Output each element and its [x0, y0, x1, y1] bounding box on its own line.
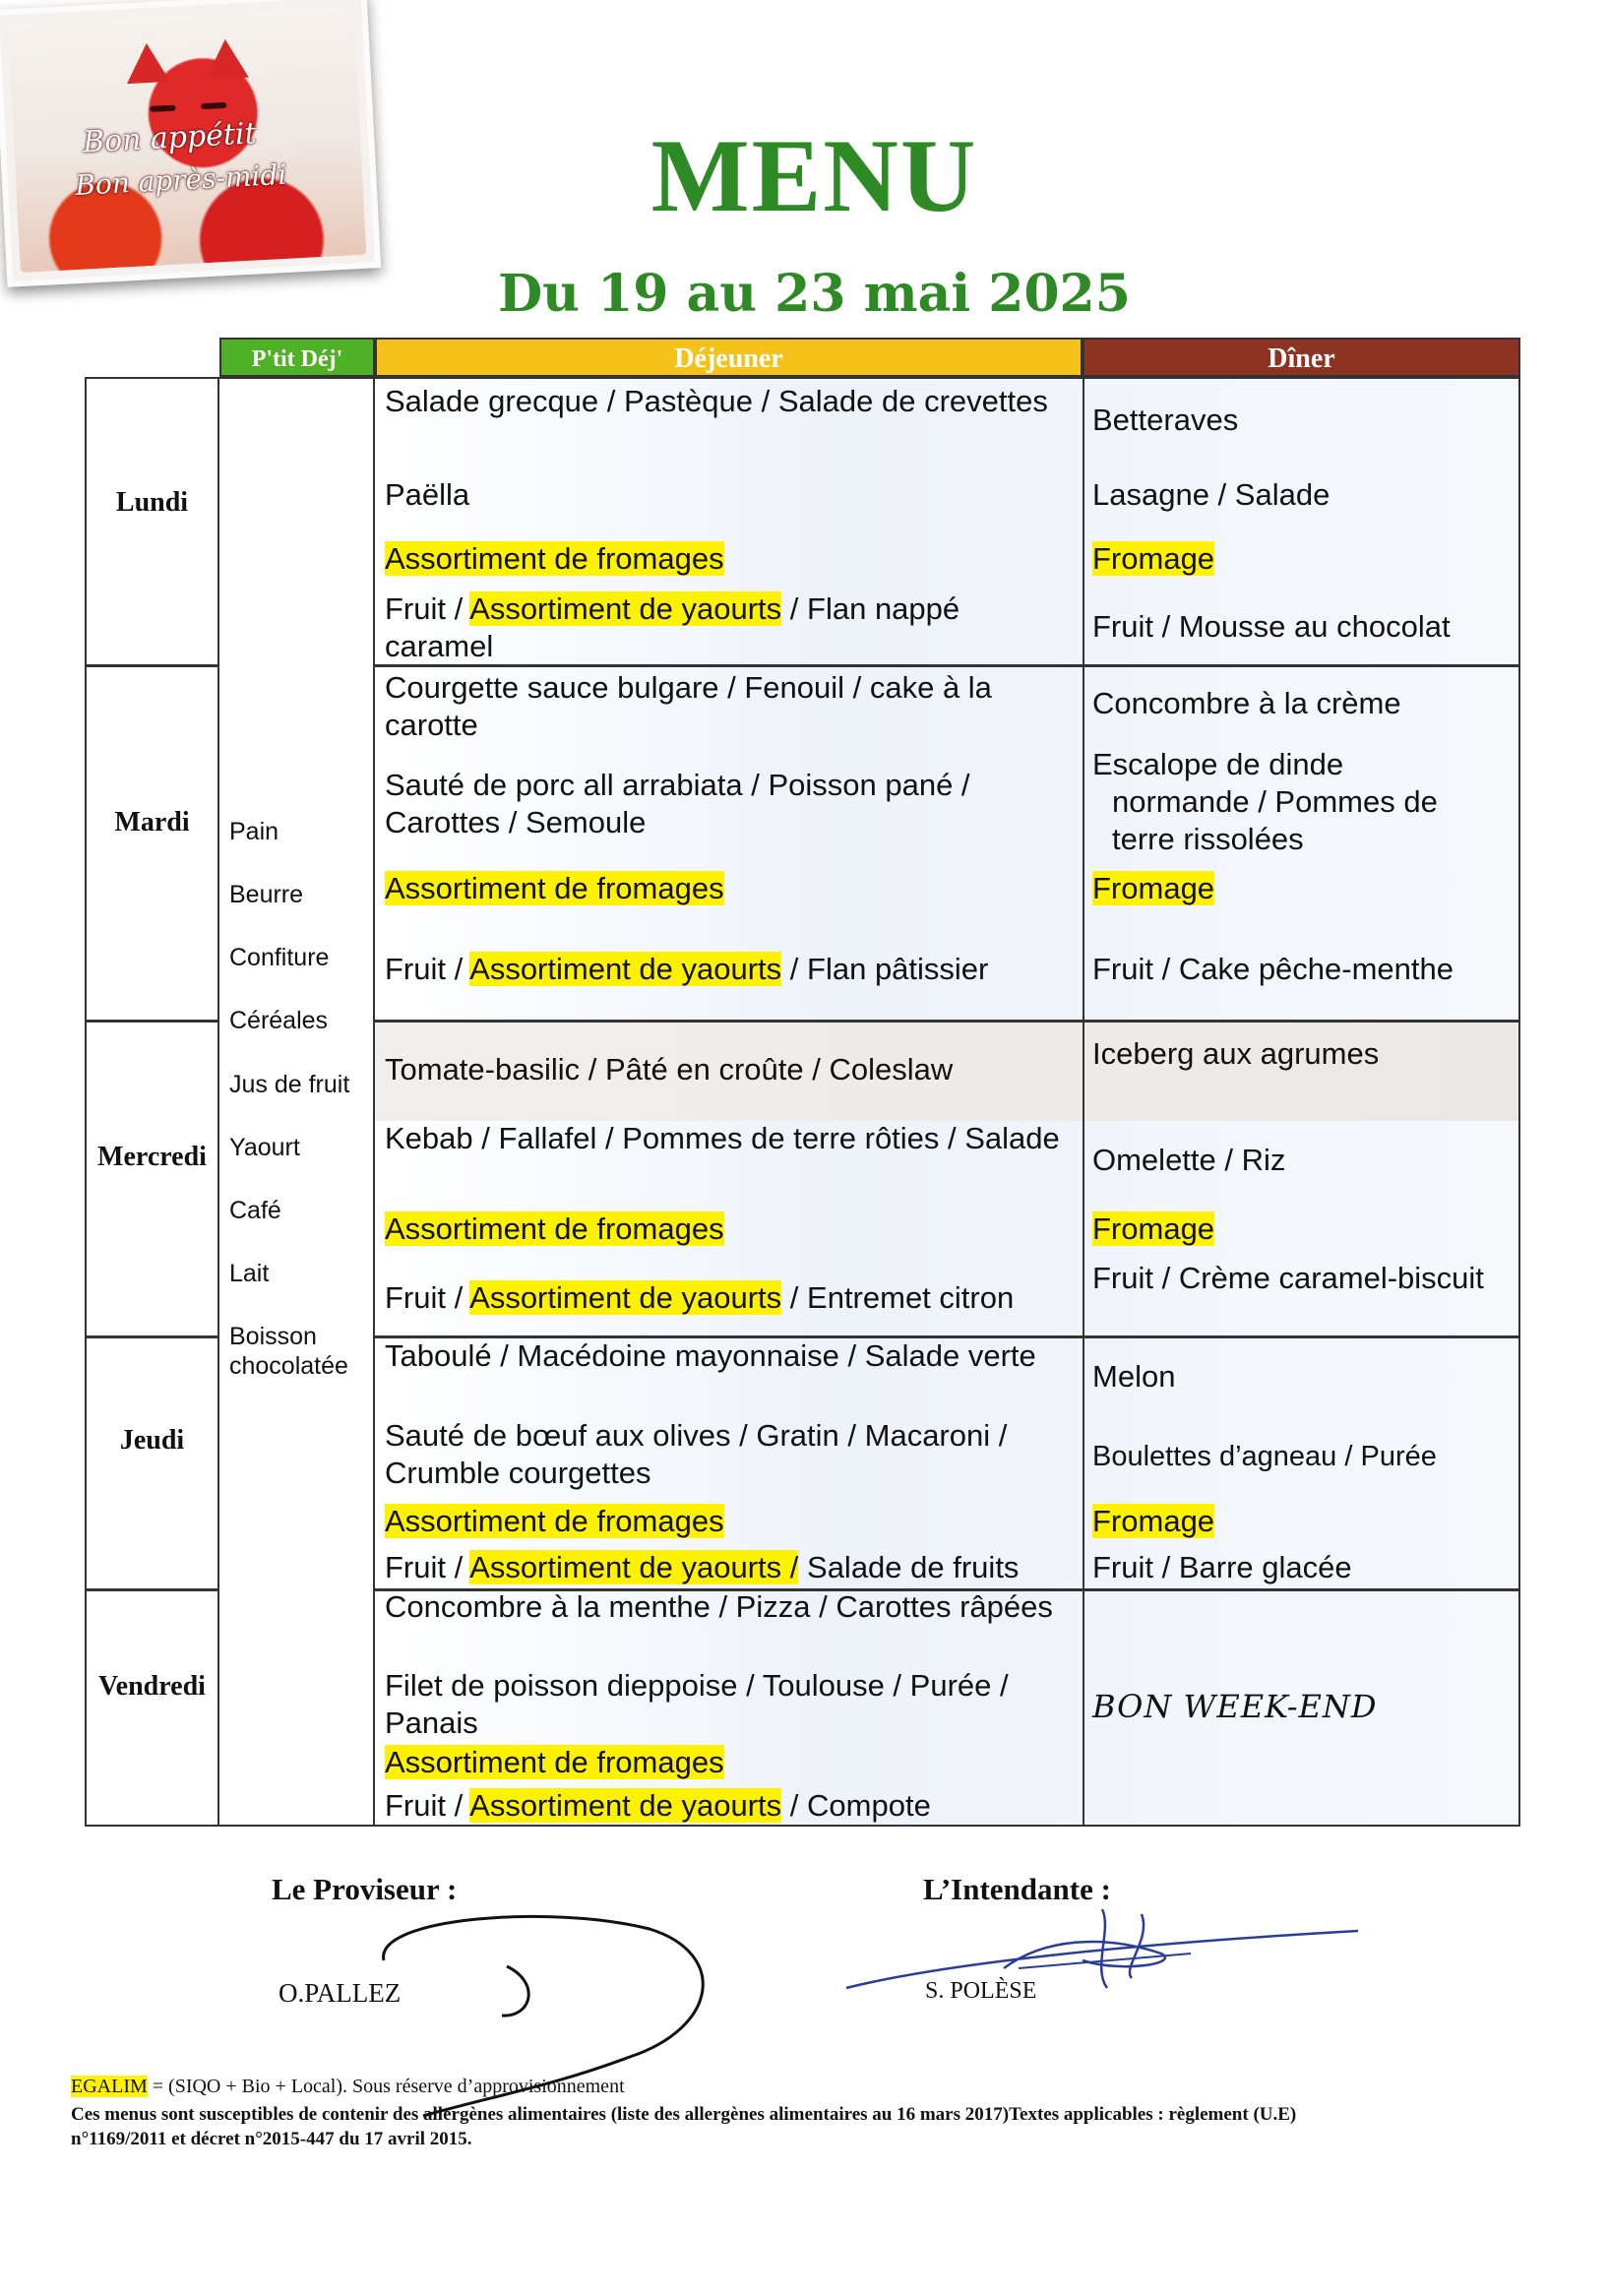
day-separator — [85, 664, 219, 667]
ptit-dej-item: Lait — [229, 1260, 270, 1287]
ptit-dej-column — [217, 377, 375, 1827]
mardi-dejeuner-dessert — [385, 951, 1074, 988]
egalim-text: = (SIQO + Bio + Local). Sous réserve d’approvisionnement — [147, 2076, 625, 2097]
column-header-diner: Dîner — [1083, 338, 1520, 377]
intendante-label: L’Intendante : — [923, 1872, 1111, 1906]
mercredi-diner-entree: Iceberg aux agrumes — [1092, 1036, 1380, 1071]
mardi-dejeuner-fromage — [385, 870, 1074, 907]
egalim-highlight: Assortiment de yaourts — [469, 1788, 782, 1823]
dessert-text: / Compote — [789, 1788, 931, 1823]
egalim-highlight: Assortiment de yaourts / — [469, 1550, 799, 1584]
mercredi-dejeuner-entree: Tomate-basilic / Pâté en croûte / Coleslaw — [385, 1052, 954, 1086]
egalim-highlight: Assortiment de fromages — [385, 1745, 724, 1779]
mardi-dejeuner-plat: Sauté de porc all arrabiata / Poisson pané / Carottes / Semoule — [385, 768, 970, 839]
page-title: MENU — [650, 118, 978, 233]
mercredi-dejeuner-dessert — [385, 1279, 1074, 1317]
lundi-dejeuner-plat: Paëlla — [385, 477, 470, 512]
egalim-highlight: Assortiment de yaourts — [469, 952, 782, 986]
vendredi-diner-note: BON WEEK-END — [1092, 1688, 1378, 1725]
row-separator — [373, 1020, 1520, 1023]
jeudi-diner-fromage — [1092, 1503, 1511, 1540]
mercredi-diner-plat: Omelette / Riz — [1092, 1143, 1286, 1177]
day-label-mercredi: Mercredi — [97, 1142, 207, 1172]
proviseur-label: Le Proviseur : — [272, 1872, 458, 1906]
jeudi-dejeuner-fromage — [385, 1503, 1074, 1540]
ptit-dej-item: Café — [229, 1197, 281, 1224]
day-separator — [85, 1588, 219, 1591]
day-column — [85, 377, 219, 1827]
dessert-text: / Flan nappé caramel — [385, 591, 960, 663]
egalim-highlight: Assortiment de fromages — [385, 541, 724, 576]
day-label-jeudi: Jeudi — [119, 1425, 185, 1456]
dessert-text: Salade de fruits — [807, 1550, 1020, 1584]
jeudi-diner-plat: Boulettes d’agneau / Purée — [1092, 1441, 1437, 1472]
intendante-name: S. POLÈSE — [925, 1978, 1037, 2004]
day-label-lundi: Lundi — [115, 487, 189, 518]
dessert-text: Fruit / — [385, 952, 464, 986]
plat-line: normande / Pommes de — [1112, 784, 1438, 819]
mardi-diner-dessert: Fruit / Cake pêche-menthe — [1092, 952, 1454, 986]
lundi-dejeuner-dessert — [385, 590, 1074, 665]
allergen-note-line2: n°1169/2011 et décret n°2015-447 du 17 avril 2015. — [71, 2129, 472, 2149]
egalim-highlight: Fromage — [1092, 1504, 1215, 1538]
egalim-highlight: Assortiment de yaourts — [469, 591, 782, 626]
cat-ear-left — [125, 42, 170, 84]
egalim-highlight: Assortiment de fromages — [385, 1211, 724, 1246]
mardi-diner-fromage — [1092, 870, 1511, 907]
dessert-text: Fruit / — [385, 1788, 464, 1823]
egalim-note — [71, 2075, 1547, 2099]
lundi-dejeuner-fromage — [385, 540, 1074, 578]
cat-ear-right — [204, 38, 249, 80]
ptit-dej-item: Confiture — [229, 944, 330, 971]
dessert-text: Fruit / — [385, 1280, 464, 1315]
egalim-highlight: Assortiment de fromages — [385, 1504, 724, 1538]
ptit-dej-item: Jus de fruit — [229, 1071, 350, 1098]
lundi-diner-fromage — [1092, 540, 1511, 578]
egalim-highlight: Assortiment de yaourts — [469, 1280, 782, 1315]
egalim-tag: EGALIM — [71, 2076, 148, 2097]
mercredi-dejeuner-plat: Kebab / Fallafel / Pommes de terre rôties / Salade — [385, 1121, 1060, 1155]
dessert-text: Fruit / — [385, 591, 464, 626]
ptit-dej-item: Yaourt — [229, 1134, 300, 1161]
mercredi-diner-dessert: Fruit / Crème caramel-biscuit — [1092, 1261, 1484, 1295]
day-separator — [85, 1335, 219, 1338]
column-header-ptit-dej: P'tit Déj' — [219, 338, 375, 377]
allergen-note-line1: Ces menus sont susceptibles de contenir des allergènes alimentaires (liste des allergènes alimentaires au 16 mars 2017)Textes applicables : règlement (U.E) — [71, 2104, 1297, 2125]
jeudi-dejeuner-dessert — [385, 1549, 1074, 1586]
dessert-text: / Entremet citron — [789, 1280, 1015, 1315]
diner-column — [1083, 377, 1520, 1827]
vendredi-dejeuner-entree: Concombre à la menthe / Pizza / Carottes râpées — [385, 1589, 1053, 1624]
jeudi-diner-entree: Melon — [1092, 1359, 1176, 1394]
ptit-dej-item: Boisson chocolatée — [229, 1323, 348, 1380]
jeudi-dejeuner-plat: Sauté de bœuf aux olives / Gratin / Macaroni / Crumble courgettes — [385, 1418, 1008, 1490]
vendredi-dejeuner-plat: Filet de poisson dieppoise / Toulouse / Purée / Panais — [385, 1668, 1009, 1740]
egalim-highlight: Fromage — [1092, 541, 1215, 576]
cat-eye-right — [201, 102, 226, 109]
mardi-diner-entree: Concombre à la crème — [1092, 686, 1401, 720]
lundi-diner-dessert: Fruit / Mousse au chocolat — [1092, 609, 1451, 644]
egalim-highlight: Fromage — [1092, 1211, 1215, 1246]
dessert-text: / Flan pâtissier — [789, 952, 989, 986]
ptit-dej-item: Céréales — [229, 1007, 329, 1034]
ptit-dej-item: Pain — [229, 818, 279, 845]
photo-caption-line1: Bon appétit — [82, 116, 258, 160]
cat-eye-left — [150, 105, 175, 112]
dessert-text: Fruit / — [385, 1550, 464, 1584]
mercredi-dejeuner-fromage — [385, 1210, 1074, 1248]
proviseur-name: O.PALLEZ — [278, 1978, 402, 2008]
plat-line: terre rissolées — [1112, 822, 1304, 856]
day-separator — [85, 1020, 219, 1023]
egalim-highlight: Fromage — [1092, 871, 1215, 905]
column-header-dejeuner: Déjeuner — [375, 338, 1083, 377]
lundi-diner-entree: Betteraves — [1092, 403, 1239, 437]
lundi-diner-plat: Lasagne / Salade — [1092, 477, 1331, 512]
date-range-subtitle: Du 19 au 23 mai 2025 — [498, 264, 1131, 324]
vendredi-dejeuner-fromage — [385, 1744, 1074, 1781]
day-label-vendredi: Vendredi — [98, 1671, 206, 1702]
day-label-mardi: Mardi — [114, 807, 190, 838]
mercredi-diner-fromage — [1092, 1210, 1511, 1248]
ptit-dej-item: Beurre — [229, 881, 304, 908]
photo-caption-line2: Bon après-midi — [74, 157, 288, 202]
vendredi-dejeuner-dessert — [385, 1787, 1074, 1825]
egalim-highlight: Assortiment de fromages — [385, 871, 724, 905]
mardi-dejeuner-entree: Courgette sauce bulgare / Fenouil / cake à la carotte — [385, 670, 992, 742]
jeudi-diner-dessert: Fruit / Barre glacée — [1092, 1550, 1352, 1584]
lundi-dejeuner-entree: Salade grecque / Pastèque / Salade de crevettes — [385, 384, 1048, 418]
plat-line: Escalope de dinde — [1092, 747, 1344, 781]
mardi-diner-plat — [1092, 746, 1511, 858]
jeudi-dejeuner-entree: Taboulé / Macédoine mayonnaise / Salade verte — [385, 1338, 1036, 1373]
